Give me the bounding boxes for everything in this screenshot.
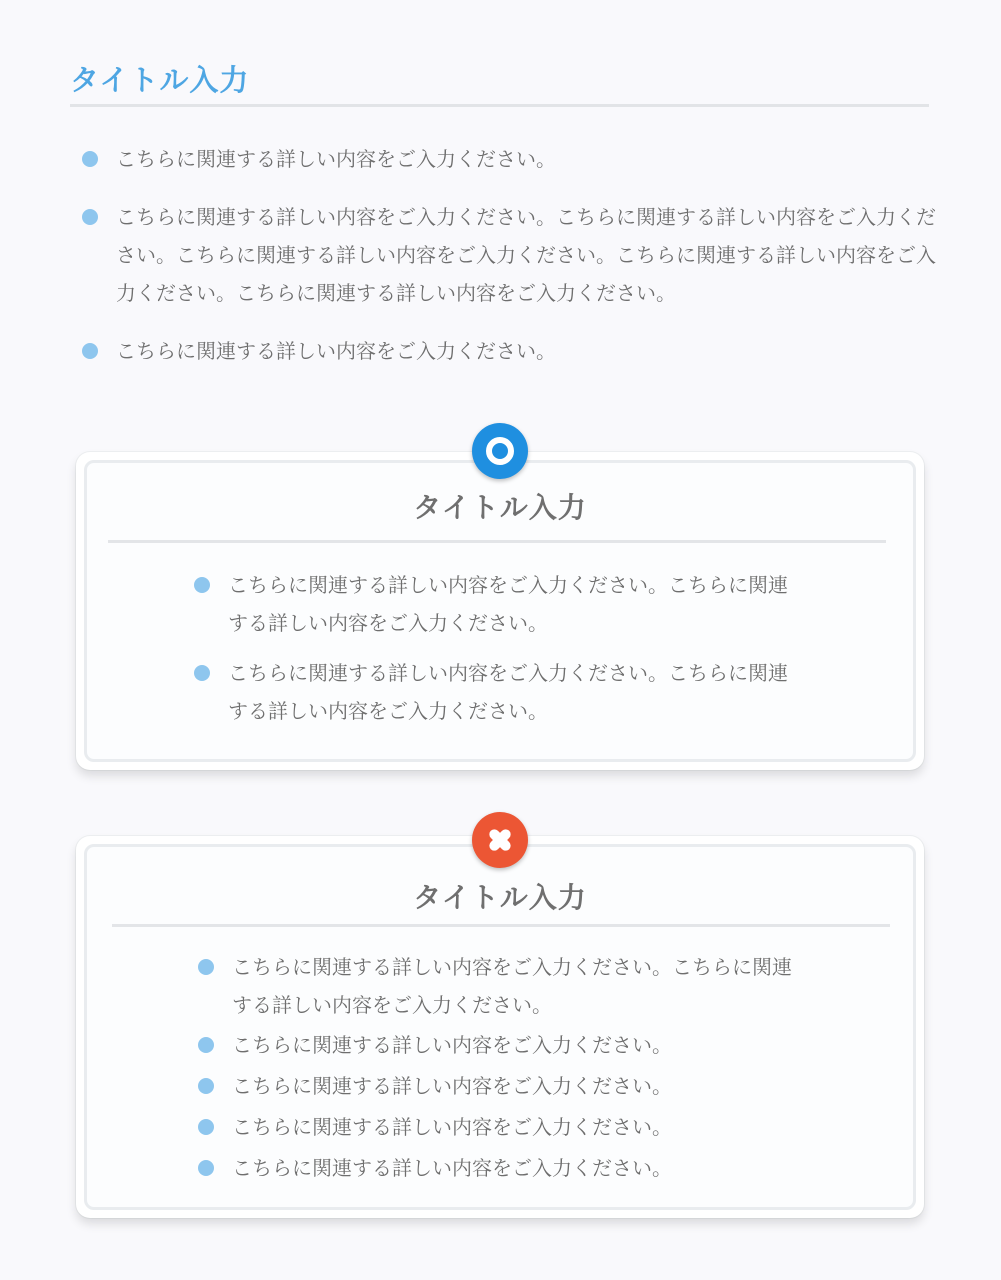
card-list bbox=[192, 566, 792, 730]
list-item-text: こちらに関連する詳しい内容をご入力ください。こちらに関連する詳しい内容をご入力ください。こちらに関連する詳しい内容をご入力ください。こちらに関連する詳しい内容をご入力ください。こちらに関連する詳しい内容をご入力ください。 bbox=[116, 205, 936, 305]
bad-example-card bbox=[76, 836, 924, 1218]
list-item-text: こちらに関連する詳しい内容をご入力ください。 bbox=[232, 1033, 672, 1057]
list-item bbox=[80, 198, 940, 312]
list-item-text: こちらに関連する詳しい内容をご入力ください。 bbox=[116, 339, 556, 363]
bullet-dot-icon bbox=[194, 665, 210, 681]
intro-list bbox=[80, 140, 940, 390]
bullet-dot-icon bbox=[82, 209, 98, 225]
bullet-dot-icon bbox=[82, 151, 98, 167]
list-item bbox=[80, 332, 940, 370]
list-item bbox=[196, 1026, 796, 1064]
bullet-dot-icon bbox=[198, 1037, 214, 1053]
list-item bbox=[80, 140, 940, 178]
list-item bbox=[192, 654, 792, 730]
list-item bbox=[196, 1149, 796, 1187]
card-title: タイトル入力 bbox=[413, 491, 587, 524]
list-item-text: こちらに関連する詳しい内容をご入力ください。 bbox=[232, 1074, 672, 1098]
list-item-text: こちらに関連する詳しい内容をご入力ください。 bbox=[116, 147, 556, 171]
list-item bbox=[196, 948, 796, 1024]
list-item bbox=[192, 566, 792, 642]
list-item-text: こちらに関連する詳しい内容をご入力ください。 bbox=[232, 1115, 672, 1139]
bullet-dot-icon bbox=[198, 1160, 214, 1176]
circle-ok-icon bbox=[472, 423, 528, 479]
list-item bbox=[196, 1108, 796, 1146]
card-title: タイトル入力 bbox=[413, 881, 587, 914]
title-divider bbox=[70, 104, 929, 107]
card-divider bbox=[108, 540, 886, 543]
list-item bbox=[196, 1067, 796, 1105]
cross-ng-icon bbox=[472, 812, 528, 868]
bullet-dot-icon bbox=[198, 1078, 214, 1094]
list-item-text: こちらに関連する詳しい内容をご入力ください。 bbox=[232, 1156, 672, 1180]
list-item-text: こちらに関連する詳しい内容をご入力ください。こちらに関連する詳しい内容をご入力ください。 bbox=[228, 573, 788, 635]
card-list bbox=[196, 948, 796, 1187]
page-title: タイトル入力 bbox=[70, 63, 250, 97]
good-example-card bbox=[76, 452, 924, 770]
bullet-dot-icon bbox=[82, 343, 98, 359]
bullet-dot-icon bbox=[198, 959, 214, 975]
bullet-dot-icon bbox=[194, 577, 210, 593]
list-item-text: こちらに関連する詳しい内容をご入力ください。こちらに関連する詳しい内容をご入力ください。 bbox=[228, 661, 788, 723]
card-divider bbox=[112, 924, 890, 927]
list-item-text: こちらに関連する詳しい内容をご入力ください。こちらに関連する詳しい内容をご入力ください。 bbox=[232, 955, 792, 1017]
bullet-dot-icon bbox=[198, 1119, 214, 1135]
